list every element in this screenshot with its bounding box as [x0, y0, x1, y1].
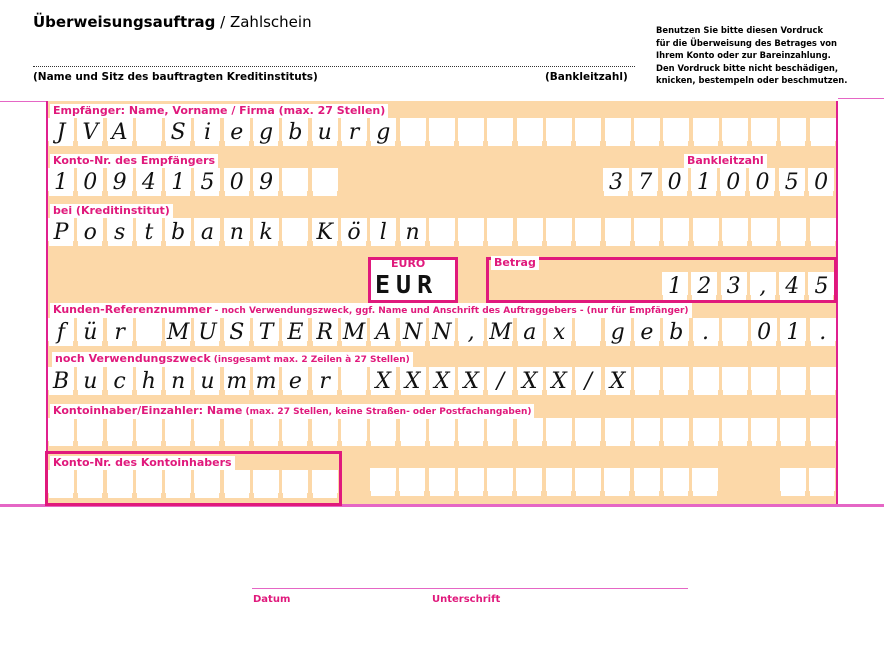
bank-char-cell[interactable]: n [224, 218, 250, 246]
account-char-cell[interactable]: 4 [136, 168, 162, 196]
blz-field[interactable] [603, 168, 837, 196]
payer-char-cell[interactable] [751, 418, 777, 446]
bank-char-cell[interactable] [458, 218, 484, 246]
recipient-char-cell[interactable] [634, 118, 660, 146]
extra-char-cell[interactable] [575, 468, 601, 496]
bank-char-cell[interactable]: o [77, 218, 103, 246]
reference-char-cell[interactable]: g [605, 318, 631, 346]
purpose-char-cell[interactable]: B [48, 367, 74, 395]
extra-char-cell[interactable] [663, 468, 689, 496]
purpose-char-cell[interactable] [341, 367, 367, 395]
purpose-char-cell[interactable]: n [165, 367, 191, 395]
reference-char-cell[interactable]: M [489, 320, 512, 345]
purpose-char-cell[interactable]: X [400, 367, 426, 395]
recipient-char-cell[interactable]: g [370, 118, 396, 146]
recipient-char-cell[interactable] [400, 118, 426, 146]
purpose-char-cell[interactable]: / [575, 367, 601, 395]
reference-char-cell[interactable]: N [429, 318, 455, 346]
reference-label: Kunden-Referenznummer - noch Verwendungszweck, ggf. Name und Anschrift des Auftraggebers - (nur für Empfänger) [50, 303, 692, 318]
bank-char-cell[interactable] [722, 218, 748, 246]
currency-label: EURO [391, 257, 426, 270]
guide-line-right [838, 98, 884, 99]
payer-account-char-cell[interactable] [165, 470, 191, 498]
payer-char-cell[interactable] [487, 418, 513, 446]
purpose-char-cell[interactable]: X [429, 367, 455, 395]
account-char-cell[interactable] [312, 168, 338, 196]
reference-char-cell[interactable]: E [282, 318, 308, 346]
blz-char-cell[interactable]: 0 [749, 168, 775, 196]
purpose-char-cell[interactable] [722, 367, 748, 395]
extra-char-cell[interactable] [370, 468, 396, 496]
blz-char-cell[interactable]: 0 [808, 168, 834, 196]
recipient-char-cell[interactable]: V [77, 118, 103, 146]
extra-char-cell[interactable] [809, 468, 835, 496]
recipient-char-cell[interactable]: e [224, 118, 250, 146]
purpose-char-cell[interactable]: X [546, 367, 572, 395]
purpose-char-cell[interactable]: c [107, 367, 133, 395]
payer-char-cell[interactable] [458, 418, 484, 446]
payer-char-cell[interactable] [312, 418, 338, 446]
reference-char-cell[interactable]: , [458, 318, 484, 346]
payer-field[interactable] [48, 418, 839, 446]
account-char-cell[interactable]: 9 [253, 168, 279, 196]
recipient-char-cell[interactable]: i [194, 118, 220, 146]
payer-char-cell[interactable] [370, 418, 396, 446]
blz-char-cell[interactable]: 0 [662, 168, 688, 196]
amount-char-cell[interactable]: , [750, 272, 776, 300]
purpose-char-cell[interactable]: u [77, 367, 103, 395]
reference-char-cell[interactable]: S [224, 318, 250, 346]
reference-char-cell[interactable]: . [693, 318, 719, 346]
recipient-char-cell[interactable] [810, 118, 836, 146]
purpose-char-cell[interactable]: m [224, 367, 250, 395]
payer-char-cell[interactable] [780, 418, 806, 446]
payer-char-cell[interactable] [107, 418, 133, 446]
bank-char-cell[interactable] [693, 218, 719, 246]
bank-char-cell[interactable] [487, 218, 513, 246]
reference-char-cell[interactable]: 1 [780, 318, 806, 346]
amount-char-cell[interactable]: 2 [691, 272, 717, 300]
payer-label: Kontoinhaber/Einzahler: Name (max. 27 Stellen, keine Straßen- oder Postfachangaben) [50, 404, 534, 419]
reference-char-cell[interactable] [136, 318, 162, 346]
payer-char-cell[interactable] [136, 418, 162, 446]
reference-char-cell[interactable]: b [663, 318, 689, 346]
bank-char-cell[interactable] [517, 218, 543, 246]
payer-account-char-cell[interactable] [136, 470, 162, 498]
recipient-char-cell[interactable] [663, 118, 689, 146]
account-char-cell[interactable]: 9 [107, 168, 133, 196]
blz-char-cell[interactable]: 3 [603, 168, 629, 196]
payer-char-cell[interactable] [77, 418, 103, 446]
payer-char-cell[interactable] [48, 418, 74, 446]
recipient-char-cell[interactable] [722, 118, 748, 146]
extra-char-cell[interactable] [516, 468, 542, 496]
extra-char-cell[interactable] [399, 468, 425, 496]
purpose-char-cell[interactable]: X [458, 367, 484, 395]
payer-char-cell[interactable] [575, 418, 601, 446]
reference-char-cell[interactable]: f [48, 318, 74, 346]
account-char-cell[interactable]: 5 [194, 168, 220, 196]
purpose-char-cell[interactable]: / [487, 367, 513, 395]
extra-char-cell[interactable] [692, 468, 718, 496]
recipient-char-cell[interactable] [693, 118, 719, 146]
reference-char-cell[interactable]: U [194, 318, 220, 346]
bank-char-cell[interactable]: n [400, 218, 426, 246]
bank-char-cell[interactable]: t [136, 218, 162, 246]
bank-label: bei (Kreditinstitut) [50, 204, 173, 218]
payer-char-cell[interactable] [224, 418, 250, 446]
account-char-cell[interactable] [282, 168, 308, 196]
payer-char-cell[interactable] [341, 418, 367, 446]
recipient-char-cell[interactable]: S [165, 118, 191, 146]
recipient-char-cell[interactable] [517, 118, 543, 146]
reference-char-cell[interactable]: T [253, 318, 279, 346]
payer-char-cell[interactable] [400, 418, 426, 446]
reference-char-cell[interactable]: A [370, 318, 396, 346]
purpose-char-cell[interactable]: X [370, 367, 396, 395]
purpose-char-cell[interactable]: X [517, 367, 543, 395]
recipient-field[interactable] [48, 118, 839, 146]
bank-char-cell[interactable]: s [107, 218, 133, 246]
purpose-char-cell[interactable]: h [136, 367, 162, 395]
extra-char-cell[interactable] [429, 468, 455, 496]
purpose-field[interactable] [48, 367, 839, 395]
blz-caption: (Bankleitzahl) [545, 71, 628, 83]
bank-char-cell[interactable] [575, 218, 601, 246]
account-field[interactable] [48, 168, 341, 196]
recipient-char-cell[interactable] [575, 118, 601, 146]
purpose-char-cell[interactable]: u [194, 367, 220, 395]
reference-char-cell[interactable] [722, 318, 748, 346]
bank-char-cell[interactable] [605, 218, 631, 246]
payer-account-char-cell[interactable] [48, 470, 74, 498]
amount-char-cell[interactable]: 4 [779, 272, 805, 300]
reference-char-cell[interactable]: e [634, 318, 660, 346]
reference-char-cell[interactable]: N [400, 318, 426, 346]
payer-char-cell[interactable] [663, 418, 689, 446]
bank-char-cell[interactable]: a [194, 218, 220, 246]
extra-char-cell[interactable] [604, 468, 630, 496]
bank-char-cell[interactable] [780, 218, 806, 246]
payer-account-field[interactable] [48, 470, 341, 498]
bank-char-cell[interactable]: P [48, 218, 74, 246]
recipient-char-cell[interactable] [751, 118, 777, 146]
payer-account-char-cell[interactable] [107, 470, 133, 498]
recipient-char-cell[interactable] [136, 118, 162, 146]
account-char-cell[interactable]: 0 [77, 168, 103, 196]
form-title: Überweisungsauftrag / Zahlschein [33, 13, 312, 31]
signature-label: Unterschrift [432, 594, 501, 605]
blz-char-cell[interactable]: 0 [720, 168, 746, 196]
payer-char-cell[interactable] [517, 418, 543, 446]
blz-char-cell[interactable]: 7 [632, 168, 658, 196]
bank-char-cell[interactable] [546, 218, 572, 246]
reference-char-cell[interactable]: M [166, 320, 190, 345]
bank-char-cell[interactable] [663, 218, 689, 246]
recipient-char-cell[interactable] [487, 118, 513, 146]
payer-account-char-cell[interactable] [282, 470, 308, 498]
bank-char-cell[interactable] [751, 218, 777, 246]
extra-char-cell[interactable] [546, 468, 572, 496]
payer-account-label: Konto-Nr. des Kontoinhabers [50, 456, 235, 470]
purpose-label: noch Verwendungszweck (insgesamt max. 2 Zeilen à 27 Stellen) [52, 352, 413, 367]
payer-account-char-cell[interactable] [77, 470, 103, 498]
account-label: Konto-Nr. des Empfängers [50, 154, 218, 168]
recipient-char-cell[interactable]: A [107, 118, 133, 146]
payer-char-cell[interactable] [282, 418, 308, 446]
recipient-char-cell[interactable] [605, 118, 631, 146]
bank-char-cell[interactable] [634, 218, 660, 246]
payer-char-cell[interactable] [546, 418, 572, 446]
reference-char-cell[interactable]: ü [77, 318, 103, 346]
bank-char-cell[interactable] [282, 218, 308, 246]
payer-account-char-cell[interactable] [194, 470, 220, 498]
purpose-char-cell[interactable] [780, 367, 806, 395]
date-label: Datum [253, 594, 291, 605]
instructions-text: Benutzen Sie bitte diesen Vordruck für die Überweisung des Betrages von Ihrem Konto oder zur Bareinzahlung. Den Vordruck bitte nicht beschädigen, knicken, bestempeln oder beschmutzen. [656, 25, 848, 86]
extra-char-cell[interactable] [780, 468, 806, 496]
payer-char-cell[interactable] [810, 418, 836, 446]
recipient-char-cell[interactable]: r [341, 118, 367, 146]
blz-char-cell[interactable]: 1 [691, 168, 717, 196]
payer-char-cell[interactable] [634, 418, 660, 446]
payer-account-char-cell[interactable] [312, 470, 338, 498]
amount-label: Betrag [491, 256, 539, 270]
purpose-char-cell[interactable]: m [253, 367, 279, 395]
reference-field[interactable] [48, 318, 839, 346]
reference-char-cell[interactable] [575, 318, 601, 346]
payer-char-cell[interactable] [165, 418, 191, 446]
reference-char-cell[interactable]: x [546, 318, 572, 346]
recipient-char-cell[interactable]: b [282, 118, 308, 146]
recipient-char-cell[interactable] [780, 118, 806, 146]
reference-char-cell[interactable]: . [810, 318, 836, 346]
recipient-char-cell[interactable]: J [48, 118, 74, 146]
bank-field[interactable] [48, 218, 839, 246]
bank-char-cell[interactable]: l [370, 218, 396, 246]
amount-char-cell[interactable]: 1 [662, 272, 688, 300]
guide-line-left [0, 101, 46, 102]
bank-char-cell[interactable]: ö [341, 218, 367, 246]
reference-char-cell[interactable]: R [312, 318, 338, 346]
extra-char-cell[interactable] [458, 468, 484, 496]
extra-char-cell[interactable] [634, 468, 660, 496]
currency-value: EUR [375, 270, 439, 299]
bank-char-cell[interactable] [810, 218, 836, 246]
account-char-cell[interactable]: 1 [165, 168, 191, 196]
payer-account-char-cell[interactable] [253, 470, 279, 498]
payer-char-cell[interactable] [429, 418, 455, 446]
signature-line [252, 588, 688, 589]
account-char-cell[interactable]: 1 [48, 168, 74, 196]
blz-char-cell[interactable]: 5 [779, 168, 805, 196]
recipient-char-cell[interactable] [458, 118, 484, 146]
reference-char-cell[interactable]: r [107, 318, 133, 346]
recipient-char-cell[interactable]: u [312, 118, 338, 146]
payer-char-cell[interactable] [194, 418, 220, 446]
bank-char-cell[interactable]: K [312, 218, 338, 246]
purpose-char-cell[interactable] [810, 367, 836, 395]
extra-field[interactable] [370, 468, 839, 496]
payer-char-cell[interactable] [693, 418, 719, 446]
payer-char-cell[interactable] [253, 418, 279, 446]
payer-char-cell[interactable] [605, 418, 631, 446]
purpose-char-cell[interactable] [634, 367, 660, 395]
purpose-char-cell[interactable]: X [605, 367, 631, 395]
payer-char-cell[interactable] [722, 418, 748, 446]
purpose-char-cell[interactable]: e [282, 367, 308, 395]
extra-char-cell[interactable] [487, 468, 513, 496]
recipient-label: Empfänger: Name, Vorname / Firma (max. 27 Stellen) [50, 104, 388, 118]
bank-char-cell[interactable]: k [253, 218, 279, 246]
recipient-char-cell[interactable] [429, 118, 455, 146]
blz-label: Bankleitzahl [684, 154, 767, 168]
recipient-char-cell[interactable] [546, 118, 572, 146]
amount-char-cell[interactable]: 3 [721, 272, 747, 300]
bank-char-cell[interactable]: b [165, 218, 191, 246]
payer-account-char-cell[interactable] [224, 470, 250, 498]
purpose-char-cell[interactable]: r [312, 367, 338, 395]
reference-char-cell[interactable]: a [517, 318, 543, 346]
recipient-char-cell[interactable]: g [253, 118, 279, 146]
amount-field[interactable] [662, 272, 838, 300]
purpose-char-cell[interactable] [663, 367, 689, 395]
bank-caption: (Name und Sitz des bauftragten Kreditinstituts) [33, 71, 318, 83]
bank-name-line [33, 66, 635, 67]
reference-char-cell[interactable]: 0 [751, 318, 777, 346]
reference-char-cell[interactable]: M [342, 320, 366, 345]
account-char-cell[interactable]: 0 [224, 168, 250, 196]
purpose-char-cell[interactable] [693, 367, 719, 395]
purpose-char-cell[interactable] [751, 367, 777, 395]
amount-char-cell[interactable]: 5 [808, 272, 834, 300]
bank-char-cell[interactable] [429, 218, 455, 246]
